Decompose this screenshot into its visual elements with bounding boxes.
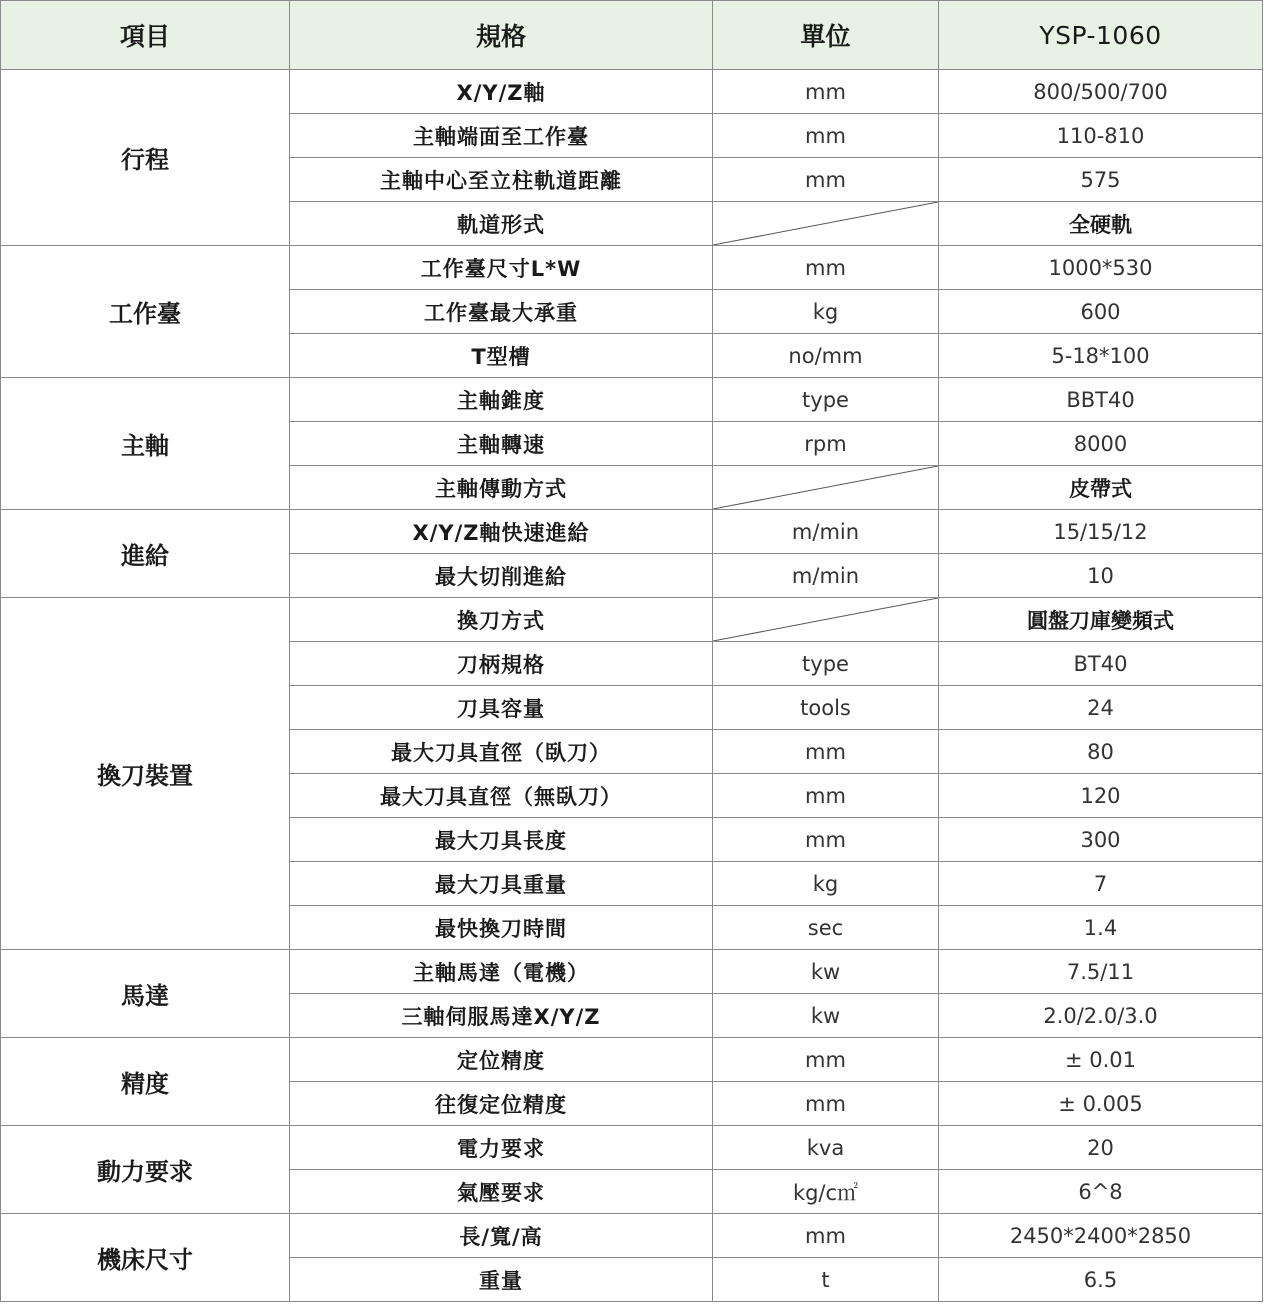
unit-cell: sec [713,906,939,950]
value-cell: 6^8 [939,1170,1263,1214]
spec-cell: 工作臺最大承重 [290,290,713,334]
value-cell: 20 [939,1126,1263,1170]
value-cell: 2.0/2.0/3.0 [939,994,1263,1038]
unit-cell: mm [713,1082,939,1126]
unit-cell: type [713,642,939,686]
unit-cell-empty [713,598,939,642]
unit-cell: mm [713,774,939,818]
unit-cell-empty [713,202,939,246]
spec-cell: 刀柄規格 [290,642,713,686]
unit-cell: tools [713,686,939,730]
value-cell: ± 0.01 [939,1038,1263,1082]
category-cell: 工作臺 [1,246,290,378]
value-cell: 1000*530 [939,246,1263,290]
table-row [1,1038,1263,1082]
table-row [1,1126,1263,1170]
unit-cell: m/min [713,510,939,554]
unit-cell: kw [713,950,939,994]
header-model: YSP-1060 [939,1,1263,70]
spec-cell: 最快換刀時間 [290,906,713,950]
value-cell: ± 0.005 [939,1082,1263,1126]
header-row [1,1,1263,70]
category-cell: 馬達 [1,950,290,1038]
spec-cell: T型槽 [290,334,713,378]
unit-cell: mm [713,730,939,774]
spec-cell: 軌道形式 [290,202,713,246]
spec-cell: 電力要求 [290,1126,713,1170]
unit-cell: type [713,378,939,422]
unit-cell: kva [713,1126,939,1170]
table-header [1,1,1263,70]
spec-cell: 長/寬/高 [290,1214,713,1258]
table-row [1,950,1263,994]
table-row [1,378,1263,422]
spec-cell: X/Y/Z軸 [290,70,713,114]
value-cell: 6.5 [939,1258,1263,1302]
spec-cell: 刀具容量 [290,686,713,730]
spec-cell: 三軸伺服馬達X/Y/Z [290,994,713,1038]
spec-cell: X/Y/Z軸快速進給 [290,510,713,554]
header-spec: 規格 [290,1,713,70]
spec-cell: 主軸轉速 [290,422,713,466]
value-cell: 7.5/11 [939,950,1263,994]
unit-cell: mm [713,158,939,202]
unit-cell: t [713,1258,939,1302]
table-row [1,70,1263,114]
value-cell: 80 [939,730,1263,774]
diagonal-slash-icon [713,202,938,245]
value-cell: 120 [939,774,1263,818]
unit-cell: m/min [713,554,939,598]
unit-cell: mm [713,818,939,862]
spec-cell: 最大刀具長度 [290,818,713,862]
unit-cell: kw [713,994,939,1038]
value-cell: 皮帶式 [939,466,1263,510]
value-cell: 600 [939,290,1263,334]
category-cell: 換刀裝置 [1,598,290,950]
value-cell: 8000 [939,422,1263,466]
value-cell: 15/15/12 [939,510,1263,554]
spec-cell: 最大刀具直徑（臥刀） [290,730,713,774]
table-row [1,1214,1263,1258]
unit-cell: mm [713,70,939,114]
unit-cell: kg/c㎡ [713,1170,939,1214]
spec-cell: 主軸中心至立柱軌道距離 [290,158,713,202]
value-cell: 5-18*100 [939,334,1263,378]
category-cell: 行程 [1,70,290,246]
category-cell: 機床尺寸 [1,1214,290,1302]
category-cell: 主軸 [1,378,290,510]
spec-cell: 主軸端面至工作臺 [290,114,713,158]
spec-cell: 最大刀具直徑（無臥刀） [290,774,713,818]
spec-cell: 主軸馬達（電機） [290,950,713,994]
unit-cell-empty [713,466,939,510]
spec-cell: 主軸傳動方式 [290,466,713,510]
unit-cell: mm [713,1038,939,1082]
value-cell: 10 [939,554,1263,598]
value-cell: 800/500/700 [939,70,1263,114]
unit-cell: mm [713,1214,939,1258]
spec-cell: 最大刀具重量 [290,862,713,906]
unit-cell: mm [713,114,939,158]
diagonal-slash-icon [713,466,938,509]
spec-cell: 往復定位精度 [290,1082,713,1126]
diagonal-slash-icon [713,598,938,641]
spec-cell: 換刀方式 [290,598,713,642]
value-cell: 圓盤刀庫變頻式 [939,598,1263,642]
value-cell: 7 [939,862,1263,906]
value-cell: BBT40 [939,378,1263,422]
value-cell: 575 [939,158,1263,202]
value-cell: 24 [939,686,1263,730]
category-cell: 進給 [1,510,290,598]
spec-cell: 工作臺尺寸L*W [290,246,713,290]
spec-cell: 最大切削進給 [290,554,713,598]
header-unit: 單位 [713,1,939,70]
spec-cell: 主軸錐度 [290,378,713,422]
category-cell: 精度 [1,1038,290,1126]
value-cell: 全硬軌 [939,202,1263,246]
value-cell: BT40 [939,642,1263,686]
value-cell: 300 [939,818,1263,862]
unit-cell: mm [713,246,939,290]
spec-cell: 氣壓要求 [290,1170,713,1214]
spec-cell: 定位精度 [290,1038,713,1082]
value-cell: 110-810 [939,114,1263,158]
unit-cell: rpm [713,422,939,466]
table-body [1,70,1263,1302]
table-row [1,510,1263,554]
table-row [1,598,1263,642]
unit-cell: kg [713,290,939,334]
header-item: 項目 [1,1,290,70]
value-cell: 1.4 [939,906,1263,950]
value-cell: 2450*2400*2850 [939,1214,1263,1258]
table-row [1,246,1263,290]
unit-cell: no/mm [713,334,939,378]
unit-cell: kg [713,862,939,906]
spec-cell: 重量 [290,1258,713,1302]
category-cell: 動力要求 [1,1126,290,1214]
